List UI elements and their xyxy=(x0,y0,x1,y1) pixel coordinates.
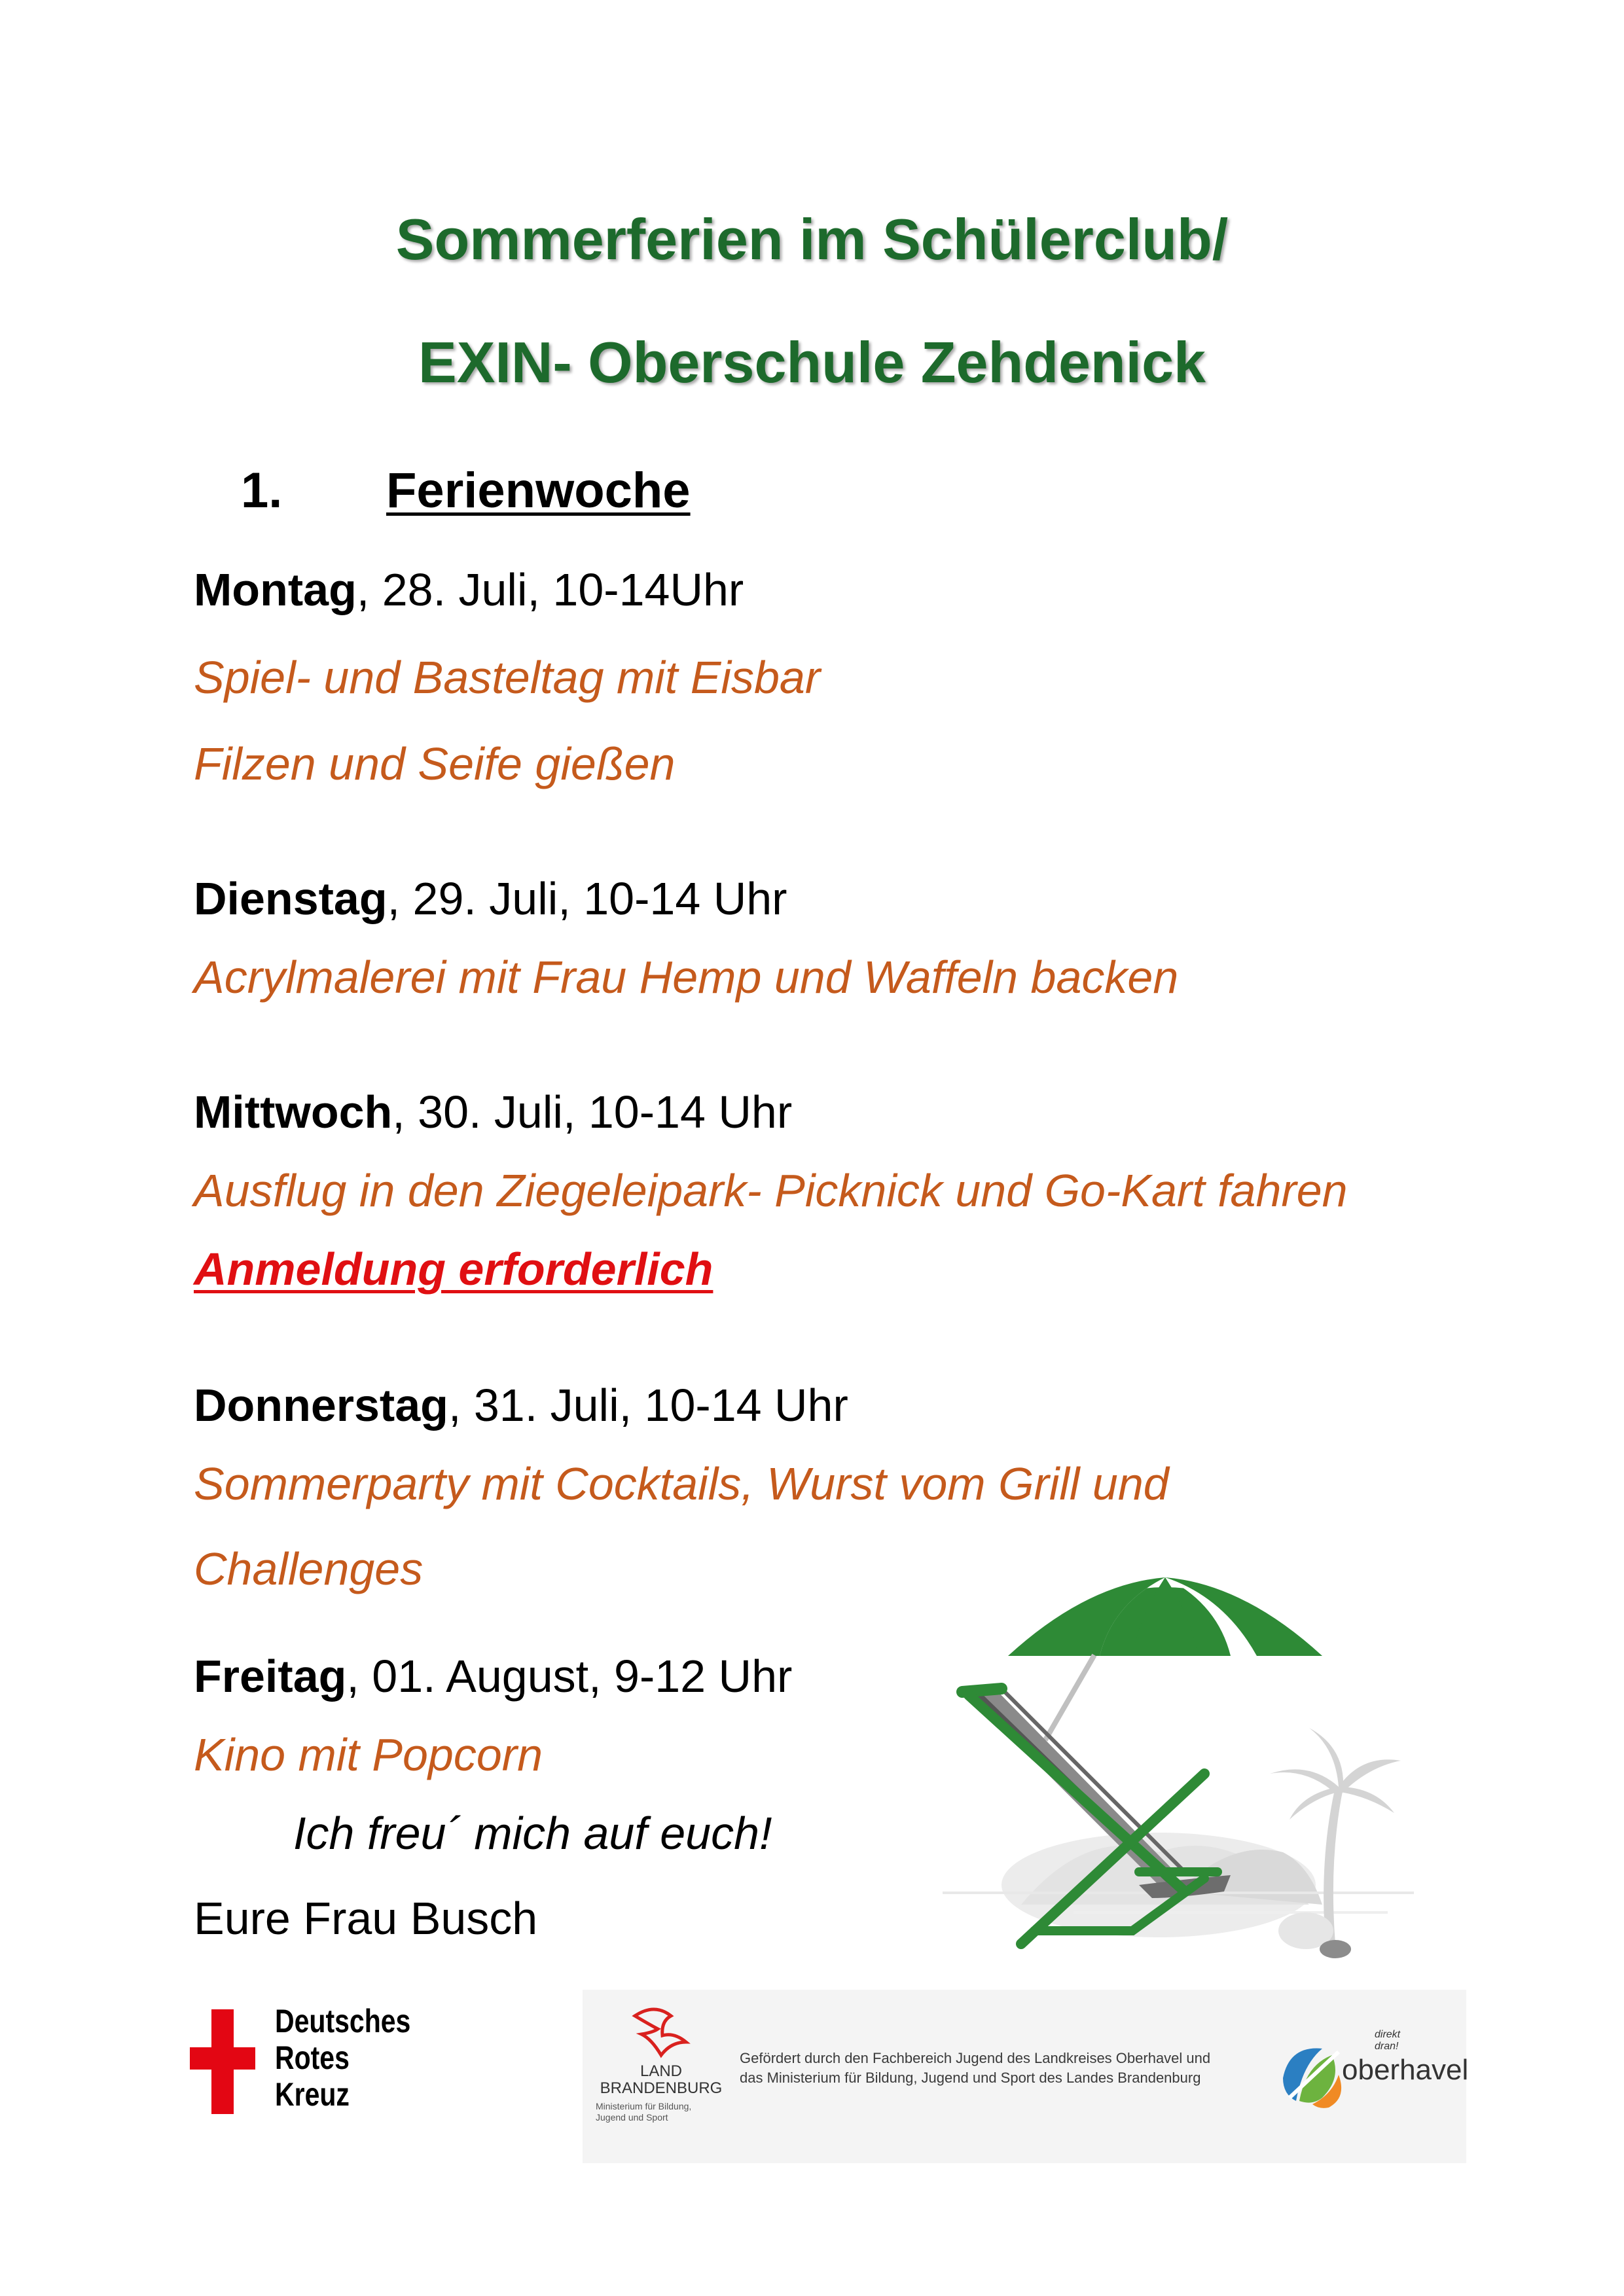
day-details: , 31. Juli, 10-14 Uhr xyxy=(448,1380,848,1431)
funding-line: das Ministerium für Bildung, Jugend und Sport des Landes Brandenburg xyxy=(740,2070,1201,2086)
day-name: Mittwoch xyxy=(194,1086,393,1138)
week-number: 1. xyxy=(241,463,283,518)
day-name: Dienstag xyxy=(194,873,388,924)
eagle-icon xyxy=(622,2003,700,2062)
day-thursday xyxy=(194,1380,848,1431)
page-title-line-2: EXIN- Oberschule Zehdenick xyxy=(418,330,1206,395)
day-friday xyxy=(194,1651,793,1702)
day-name: Donnerstag xyxy=(194,1380,448,1431)
day-details: , 29. Juli, 10-14 Uhr xyxy=(387,873,787,924)
week-label: Ferienwoche xyxy=(386,463,691,518)
red-cross-icon xyxy=(190,2009,255,2114)
oberhavel-slogan: direkt dran! xyxy=(1375,2029,1401,2052)
activity: Kino mit Popcorn xyxy=(194,1729,543,1780)
greeting: Ich freu´ mich auf euch! xyxy=(293,1808,772,1859)
oberhavel-emblem-icon xyxy=(1276,2039,1348,2111)
oberhavel-name: oberhavel xyxy=(1342,2054,1469,2086)
funding-text xyxy=(740,2049,1263,2088)
land-sub1: Ministerium für Bildung, xyxy=(596,2101,692,2111)
drk-word: Rotes xyxy=(275,2039,350,2076)
day-wednesday xyxy=(194,1086,793,1138)
registration-notice: Anmeldung erforderlich xyxy=(194,1244,713,1295)
funding-banner xyxy=(583,1990,1469,2163)
day-details: , 28. Juli, 10-14Uhr xyxy=(356,564,744,615)
funding-line: Gefördert durch den Fachbereich Jugend des Landkreises Oberhavel und xyxy=(740,2050,1211,2066)
drk-word: Kreuz xyxy=(275,2076,350,2113)
day-tuesday xyxy=(194,873,787,924)
activity: Challenges xyxy=(194,1543,424,1594)
signature: Eure Frau Busch xyxy=(194,1893,538,1944)
land-sub2: Jugend und Sport xyxy=(596,2112,668,2123)
day-name: Montag xyxy=(194,564,357,615)
page-title-line-1: Sommerferien im Schülerclub/ xyxy=(395,207,1229,272)
day-name: Freitag xyxy=(194,1651,347,1702)
week-heading xyxy=(241,463,691,518)
day-details: , 30. Juli, 10-14 Uhr xyxy=(392,1086,793,1138)
drk-word: Deutsches xyxy=(275,2003,411,2039)
activity: Acrylmalerei mit Frau Hemp und Waffeln backen xyxy=(194,952,1179,1003)
activity: Sommerparty mit Cocktails, Wurst vom Grill und xyxy=(194,1458,1169,1509)
land-line2: BRANDENBURG xyxy=(600,2079,723,2097)
land-line1: LAND xyxy=(640,2062,683,2080)
activity: Spiel- und Basteltag mit Eisbar xyxy=(194,652,821,703)
activity: Ausflug in den Ziegeleipark- Picknick und Go-Kart fahren xyxy=(194,1165,1348,1216)
day-details: , 01. August, 9-12 Uhr xyxy=(346,1651,793,1702)
beach-illustration xyxy=(943,1577,1434,1983)
day-monday xyxy=(194,564,744,615)
activity: Filzen und Seife gießen xyxy=(194,738,676,789)
